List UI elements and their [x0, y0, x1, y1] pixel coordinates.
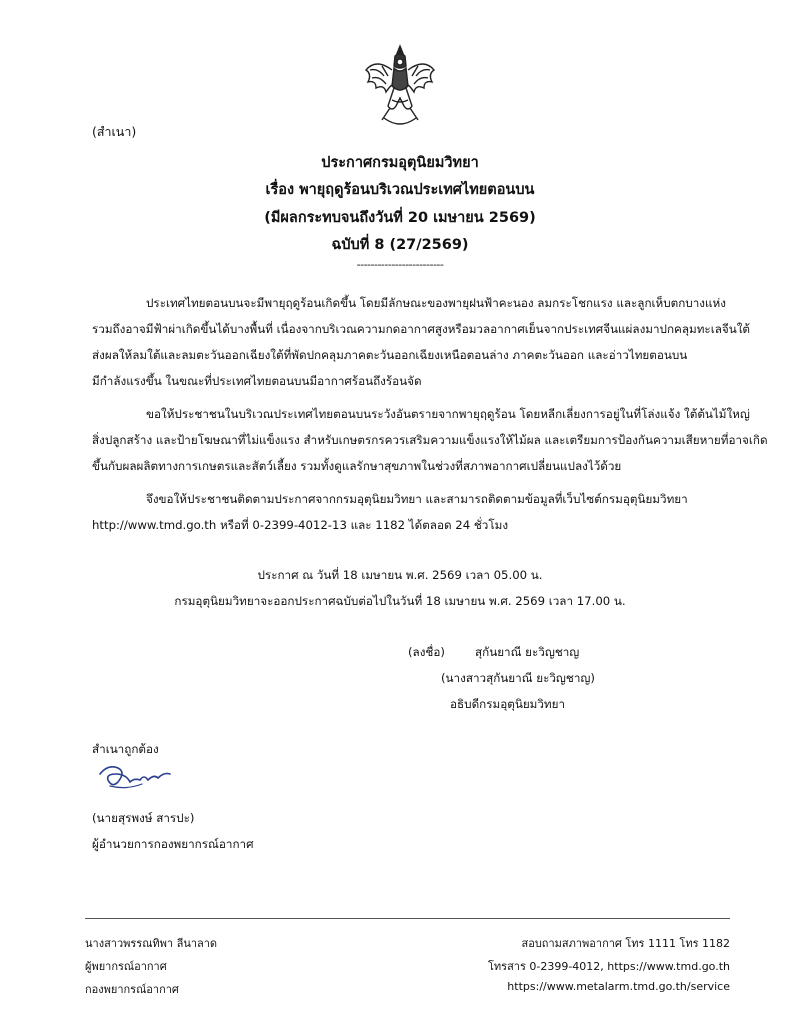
paragraph-line: มีกำลังแรงขึ้น ในขณะที่ประเทศไทยตอนบนมีอากาศร้อนถึงร้อนจัด [92, 374, 422, 388]
footer-hotline: สอบถามสภาพอากาศ โทร 1111 โทร 1182 [521, 937, 730, 950]
garuda-emblem-icon [362, 40, 438, 132]
announcement-title: ประกาศกรมอุตุนิยมวิทยา [321, 155, 479, 171]
paragraph-line: สิ่งปลูกสร้าง และป้ายโฆษณาที่ไม่แข็งแรง สำหรับเกษตรกรควรเสริมความแข็งแรงให้ไม้ผล และเตรียมการป้องกันความเสียหายที่อาจเกิด [92, 433, 768, 447]
paragraph-line: จึงขอให้ประชาชนติดตามประกาศจากกรมอุตุนิยมวิทยา และสามารถติดตามข้อมูลที่เว็บไซต์กรมอุตุนิยมวิทยา [146, 492, 688, 506]
footer-divider [85, 918, 730, 919]
paragraph-line: ประเทศไทยตอนบนจะมีพายุฤดูร้อนเกิดขึ้น โดยมีลักษณะของพายุฝนฟ้าคะนอง ลมกระโชกแรง และลูกเห็บตกบางแห่ง [146, 296, 726, 310]
certifier-position: ผู้อำนวยการกองพยากรณ์อากาศ [92, 837, 254, 851]
paragraph-line: รวมถึงอาจมีฟ้าผ่าเกิดขึ้นได้บางพื้นที่ เนื่องจากบริเวณความกดอากาศสูงหรือมวลอากาศเย็นจากประเทศจีนแผ่ลงมาปกคลุมทะเลจีนใต้ [92, 322, 750, 336]
sign-label: (ลงชื่อ) [408, 645, 445, 659]
paragraph-line: ขอให้ประชาชนในบริเวณประเทศไทยตอนบนระวังอันตรายจากพายุฤดูร้อน โดยหลีกเลี่ยงการอยู่ในที่โล่งแจ้ง ใต้ต้นไม้ใหญ่ [146, 407, 750, 421]
paragraph-line: ส่งผลให้ลมใต้และลมตะวันออกเฉียงใต้ที่พัดปกคลุมภาคตะวันออกเฉียงเหนือตอนล่าง ภาคตะวันออก และอ่าวไทยตอนบน [92, 348, 688, 362]
signatory-name: สุกันยาณี ยะวิญชาญ [475, 645, 580, 659]
signatory-full-name: (นางสาวสุกันยาณี ยะวิญชาญ) [441, 671, 595, 685]
announcement-subject: เรื่อง พายุฤดูร้อนบริเวณประเทศไทยตอนบน [265, 182, 535, 198]
footer-forecaster-name: นางสาวพรรณทิพา ลีนาลาด [85, 937, 218, 950]
footer-forecaster-role: ผู้พยากรณ์อากาศ [85, 960, 167, 973]
certified-copy-label: สำเนาถูกต้อง [92, 742, 159, 756]
footer-division: กองพยากรณ์อากาศ [85, 983, 179, 996]
copy-label: (สำเนา) [92, 124, 137, 139]
footer-fax-website[interactable]: โทรสาร 0-2399-4012, https://www.tmd.go.th [488, 960, 730, 973]
effect-period: (มีผลกระทบจนถึงวันที่ 20 เมษายน 2569) [264, 210, 536, 226]
handwritten-signature-icon [96, 760, 176, 794]
header-divider: ------------------------- [356, 258, 444, 271]
announced-at: ประกาศ ณ วันที่ 18 เมษายน พ.ศ. 2569 เวลา 05.00 น. [257, 568, 543, 582]
next-issue-time: กรมอุตุนิยมวิทยาจะออกประกาศฉบับต่อไปในวันที่ 18 เมษายน พ.ศ. 2569 เวลา 17.00 น. [174, 594, 626, 608]
certifier-name: (นายสุรพงษ์ สารปะ) [92, 811, 195, 825]
signatory-position: อธิบดีกรมอุตุนิยมวิทยา [450, 697, 566, 711]
footer-metalarm-link[interactable]: https://www.metalarm.tmd.go.th/service [507, 980, 730, 993]
issue-number: ฉบับที่ 8 (27/2569) [331, 237, 469, 253]
paragraph-line: http://www.tmd.go.th หรือที่ 0-2399-4012-13 และ 1182 ได้ตลอด 24 ชั่วโมง [92, 518, 509, 532]
paragraph-line: ขึ้นกับผลผลิตทางการเกษตรและสัตว์เลี้ยง รวมทั้งดูแลรักษาสุขภาพในช่วงที่สภาพอากาศเปลี่ยนแปลงไว้ด้วย [92, 459, 622, 473]
